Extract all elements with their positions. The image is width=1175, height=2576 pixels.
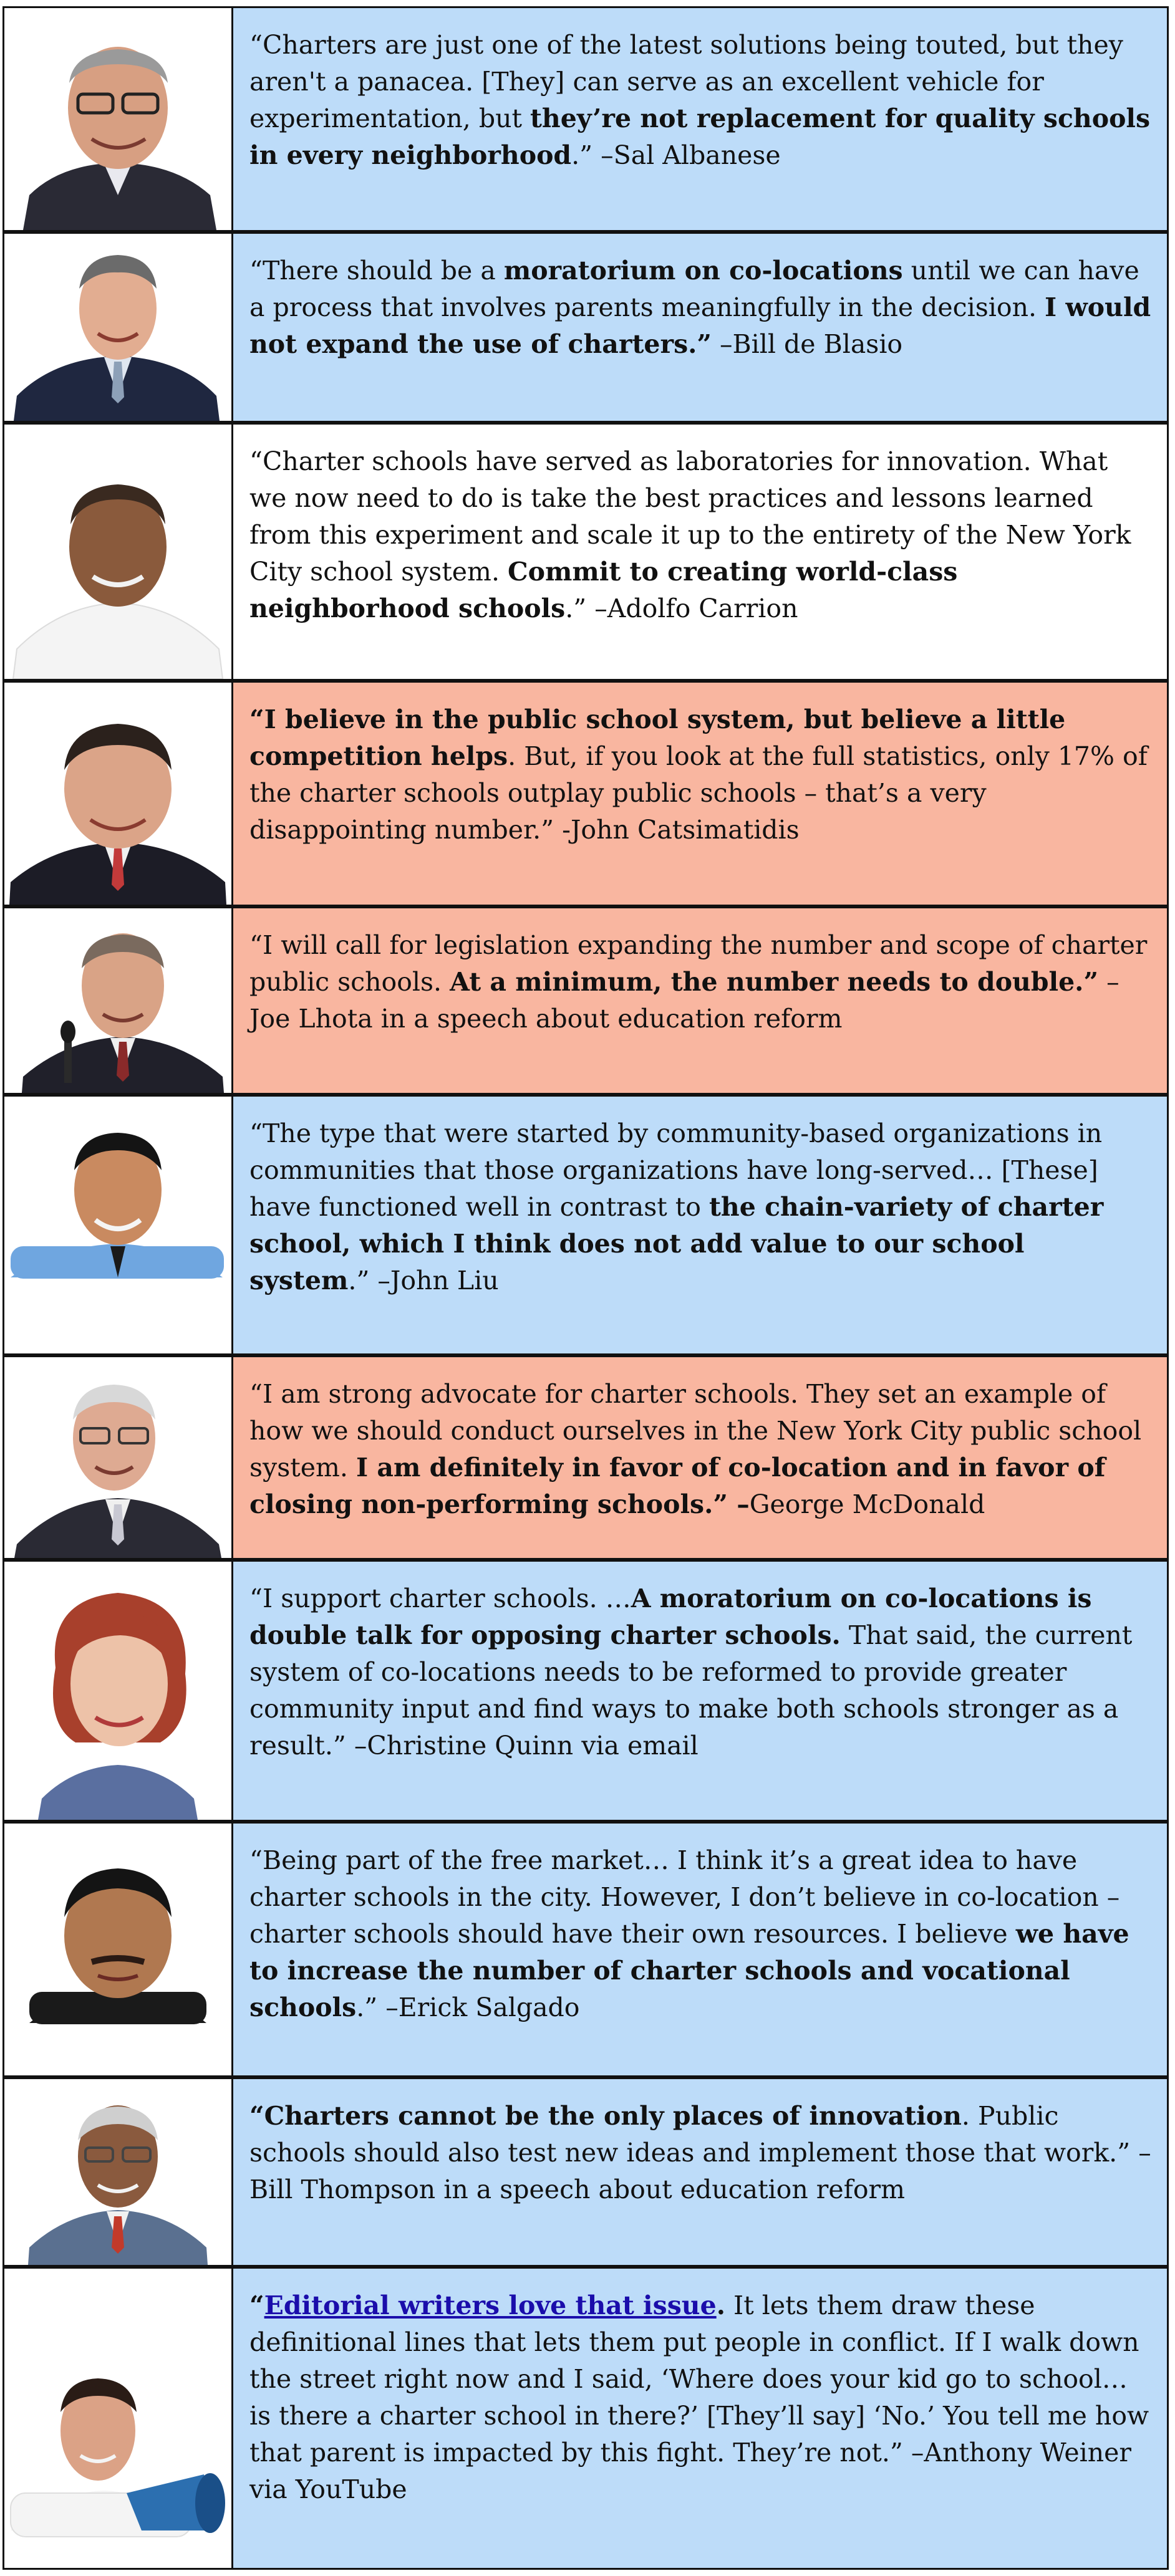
quote-plain: “I support charter schools. …: [249, 1584, 631, 1613]
quote-row-liu: [2, 1095, 1169, 1355]
portrait-de-blasio-icon: [4, 234, 231, 421]
quote-bold: they’re not replacement for quality schools in every neighborhood: [249, 103, 1151, 170]
photo-cell: [4, 1097, 233, 1353]
photo-cell: [4, 425, 233, 679]
quote-text: [233, 425, 1167, 679]
portrait-thompson-icon: [4, 2079, 231, 2265]
quote-bold: “I believe in the public school system, but believe a little competition helps: [249, 704, 1066, 771]
photo-cell: [4, 1357, 233, 1558]
quote-bold: .: [716, 2290, 725, 2320]
quote-plain: –Joe Lhota in a speech about education reform: [249, 967, 1119, 1034]
quote-plain: “The type that were started by community-based organizations in communities that those organizations have long-served… [These] have functioned well in contrast to: [249, 1118, 1103, 1222]
quote-plain: .” –John Liu: [348, 1266, 499, 1295]
quote-bold: Commit to creating world-class neighborhood schools: [249, 557, 958, 623]
quote-plain: George McDonald: [749, 1489, 985, 1519]
quote-plain: .” –Adolfo Carrion: [565, 594, 798, 623]
quote-text: [233, 2079, 1167, 2265]
photo-cell: [4, 1824, 233, 2075]
portrait-quinn-icon: [4, 1562, 231, 1820]
quote-plain: until we can have a process that involves parents meaningfully in the decision.: [249, 256, 1139, 322]
quote-plain: “Being part of the free market… I think it’s a great idea to have charter schools in the city. However, I don’t believe in co-location – charter schools should have their own resources. I believe: [249, 1845, 1120, 1949]
quote-row-catsimatidis: [2, 681, 1169, 906]
portrait-albanese-icon: [4, 8, 231, 230]
portrait-liu-icon: [4, 1097, 231, 1353]
quote-row-salgado: [2, 1822, 1169, 2077]
quote-bold: moratorium on co-locations: [503, 256, 903, 286]
quote-plain: .” –Erick Salgado: [356, 1992, 580, 2022]
quote-bold: A moratorium on co-locations is double talk for opposing charter schools.: [249, 1584, 1092, 1650]
quote-text: [233, 8, 1167, 230]
quote-bold: At a minimum, the number needs to double.”: [450, 967, 1099, 997]
photo-cell: [4, 2079, 233, 2265]
portrait-weiner-icon: [4, 2269, 231, 2568]
quote-plain: It lets them draw these definitional lines that lets them put people in conflict. If I walk down the street right now and I said, ‘Where does your kid go to school… is there a charter school in there?’ [They’ll say] ‘No.’ You tell me how that parent is impacted by this fight. They’re not.” –Anthony Weiner via YouTube: [249, 2290, 1149, 2504]
quote-row-quinn: [2, 1560, 1169, 1822]
quote-bold: I am definitely in favor of co-location and in favor of closing non-performing schools.” –: [249, 1453, 1106, 1519]
quote-row-thompson: [2, 2077, 1169, 2267]
quote-plain: .” –Sal Albanese: [571, 140, 781, 170]
photo-cell: [4, 8, 233, 230]
quote-row-weiner: [2, 2267, 1169, 2570]
quote-bold: “Charters cannot be the only places of innovation: [249, 2101, 962, 2131]
photo-cell: [4, 683, 233, 905]
quote-row-carrion: [2, 423, 1169, 681]
quote-plain: That said, the current system of co-locations needs to be reformed to provide greater community input and find ways to make both schools stronger as a result.” –Christine Quinn via email: [249, 1620, 1133, 1761]
portrait-carrion-icon: [4, 425, 231, 679]
quote-bold: the chain-variety of charter school, which I think does not add value to our school system: [249, 1192, 1104, 1295]
quote-text: [233, 2269, 1167, 2568]
editorial-writers-link[interactable]: Editorial writers love that issue: [264, 2290, 717, 2320]
portrait-lhota-icon: [4, 908, 231, 1093]
quote-text: [233, 234, 1167, 421]
quote-plain: “Charters are just one of the latest solutions being touted, but they aren't a panacea. [They] can serve as an excellent vehicle for experimentation, but: [249, 30, 1123, 133]
photo-cell: [4, 2269, 233, 2568]
portrait-salgado-icon: [4, 1824, 231, 2075]
quote-plain: “Charter schools have served as laboratories for innovation. What we now need to do is take the best practices and lessons learned from this experiment and scale it up to the entirety of the New York City school system.: [249, 446, 1131, 587]
quote-plain: “There should be a: [249, 256, 504, 286]
quote-text: [233, 908, 1167, 1093]
quote-bold: I would not expand the use of charters.”: [249, 292, 1151, 359]
quote-row-lhota: [2, 906, 1169, 1095]
quote-row-mcdonald: [2, 1355, 1169, 1560]
quote-plain: –Bill de Blasio: [712, 329, 903, 359]
quote-row-albanese: [2, 6, 1169, 232]
quote-bold: “: [249, 2290, 264, 2320]
portrait-catsimatidis-icon: [4, 683, 231, 905]
quote-plain: “I will call for legislation expanding the number and scope of charter public schools.: [249, 930, 1148, 997]
quote-text: [233, 1097, 1167, 1353]
photo-cell: [4, 1562, 233, 1820]
quote-text: [233, 683, 1167, 905]
quote-plain: . But, if you look at the full statistics, only 17% of the charter schools outplay public schools – that’s a very disappointing number.” -John Catsimatidis: [249, 741, 1148, 845]
quote-bold: we have to increase the number of charter schools and vocational schools: [249, 1919, 1129, 2022]
photo-cell: [4, 908, 233, 1093]
quote-plain: . Public schools should also test new ideas and implement those that work.” –Bill Thompson in a speech about education reform: [249, 2101, 1151, 2204]
quote-text: [233, 1562, 1167, 1820]
photo-cell: [4, 234, 233, 421]
quote-plain: “I am strong advocate for charter schools. They set an example of how we should conduct ourselves in the New York City public school system.: [249, 1379, 1142, 1483]
portrait-mcdonald-icon: [4, 1357, 231, 1558]
quote-text: [233, 1357, 1167, 1558]
quote-text: [233, 1824, 1167, 2075]
quote-row-de-blasio: [2, 232, 1169, 423]
